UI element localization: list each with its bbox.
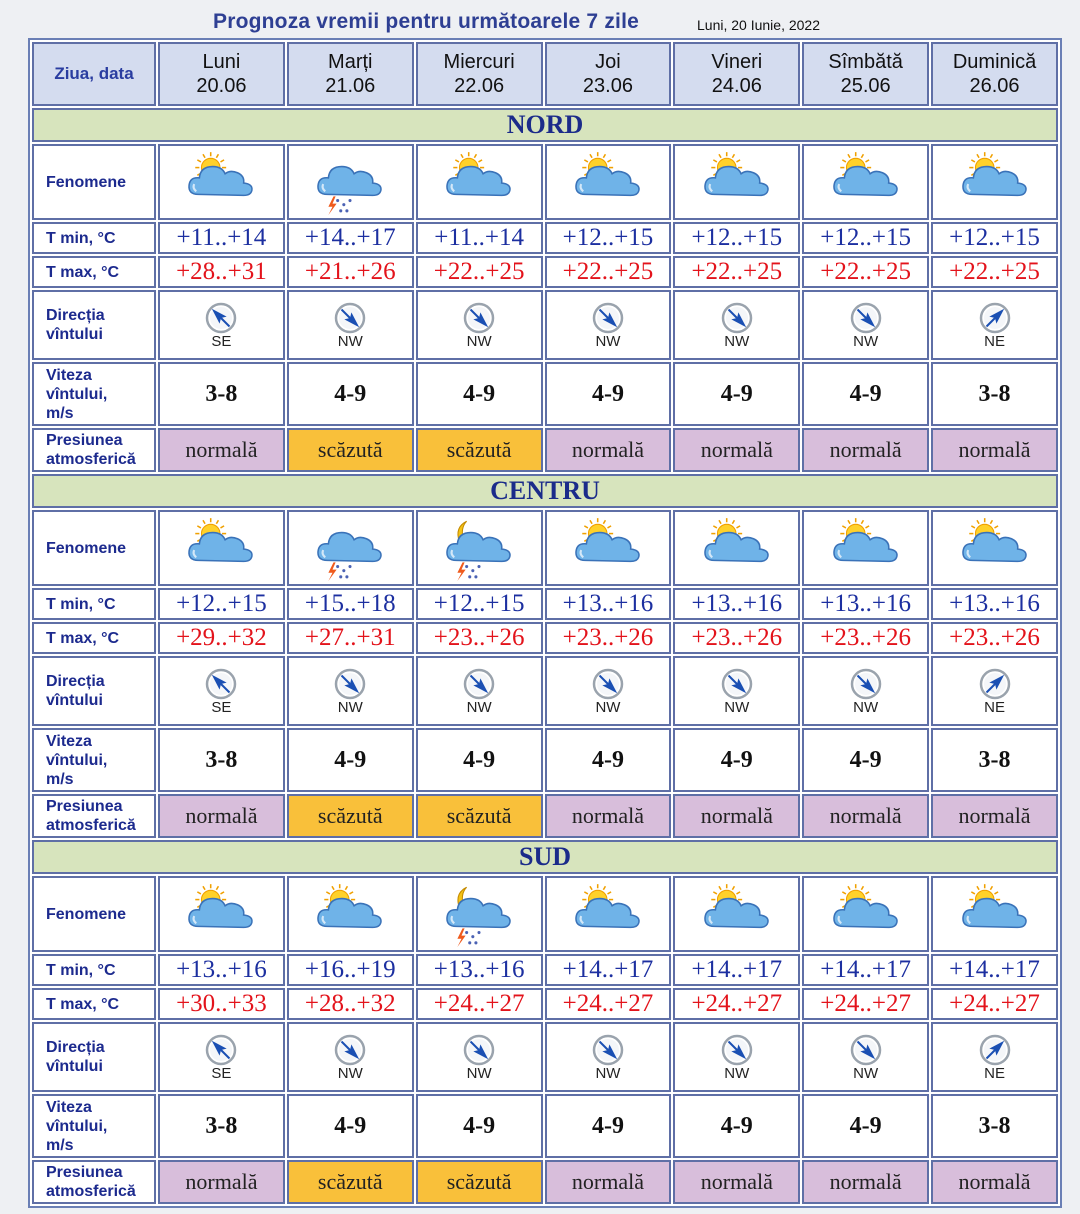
wind-direction-cell	[287, 656, 414, 726]
wind-direction-cell	[931, 656, 1058, 726]
page-title: Prognoza vremii pentru următoarele 7 zile	[213, 10, 639, 33]
weather-cell	[673, 510, 800, 586]
wind-speed-value: 4-9	[287, 362, 414, 426]
wind-direction-value: NE	[984, 332, 1005, 350]
tmax-value: +22..+25	[802, 256, 929, 288]
compass-icon	[289, 1033, 412, 1067]
cloud-rain-thunder-icon	[289, 513, 412, 583]
wind-direction-cell	[158, 1022, 285, 1092]
pressure-label-text: Presiunea	[46, 432, 123, 449]
tmax-label-text: T max, °C	[46, 263, 120, 281]
day-header	[287, 42, 414, 106]
wind-direction-cell	[416, 1022, 543, 1092]
tmax-value: +23..+26	[416, 622, 543, 654]
pressure-value: normală	[673, 794, 800, 838]
pressure-value: scăzută	[416, 428, 543, 472]
wind-speed-label	[32, 362, 156, 426]
tmax-row	[32, 622, 1058, 654]
fenomene-label	[32, 510, 156, 586]
wind-direction-cell	[287, 290, 414, 360]
weather-cell	[416, 876, 543, 952]
tmin-value: +14..+17	[287, 222, 414, 254]
tmax-row	[32, 988, 1058, 1020]
tmin-value: +12..+15	[416, 588, 543, 620]
wind-direction-value: SE	[211, 1064, 232, 1082]
pressure-label-text: atmosferică	[46, 817, 136, 834]
wind-direction-cell	[931, 290, 1058, 360]
pressure-value: normală	[673, 1160, 800, 1204]
wind-direction-cell	[802, 656, 929, 726]
region-row	[32, 840, 1058, 874]
tmin-value: +12..+15	[802, 222, 929, 254]
sun-cloud-icon	[418, 147, 541, 217]
fenomene-label-text: Fenomene	[46, 905, 127, 923]
day-date: 22.06	[454, 75, 505, 97]
compass-icon	[804, 667, 927, 701]
day-date: 25.06	[840, 75, 891, 97]
sun-cloud-icon	[160, 879, 283, 949]
compass-icon	[675, 301, 798, 335]
pressure-row	[32, 794, 1058, 838]
tmin-label-text: T min, °C	[46, 595, 116, 613]
wind-speed-label-text: Viteza	[46, 732, 92, 750]
tmax-label	[32, 988, 156, 1020]
day-date: 20.06	[196, 75, 247, 97]
weather-cell	[802, 510, 929, 586]
wind-direction-label-text: vîntului	[46, 326, 103, 343]
pressure-value: normală	[158, 428, 285, 472]
wind-direction-cell	[287, 1022, 414, 1092]
wind-direction-cell	[545, 656, 672, 726]
wind-speed-row	[32, 1094, 1058, 1158]
tmin-value: +13..+16	[931, 588, 1058, 620]
day-header	[545, 42, 672, 106]
tmax-value: +23..+26	[802, 622, 929, 654]
pressure-value: scăzută	[287, 1160, 414, 1204]
wind-speed-label-text: vîntului,	[46, 1117, 108, 1135]
wind-speed-value: 4-9	[545, 362, 672, 426]
weather-cell	[931, 144, 1058, 220]
sun-cloud-icon	[675, 513, 798, 583]
wind-direction-value: NW	[853, 1064, 879, 1082]
pressure-label-text: atmosferică	[46, 451, 136, 468]
wind-direction-label-text: Direcția	[46, 673, 105, 690]
wind-speed-value: 4-9	[673, 362, 800, 426]
tmax-value: +22..+25	[931, 256, 1058, 288]
weather-cell	[931, 876, 1058, 952]
wind-speed-value: 3-8	[158, 362, 285, 426]
pressure-value: normală	[931, 1160, 1058, 1204]
day-name: Marți	[328, 51, 373, 73]
wind-direction-value: NW	[466, 1064, 492, 1082]
compass-icon	[418, 667, 541, 701]
wind-direction-row	[32, 1022, 1058, 1092]
wind-speed-value: 4-9	[802, 728, 929, 792]
weather-cell	[802, 876, 929, 952]
wind-direction-value: NW	[466, 332, 492, 350]
tmax-row	[32, 256, 1058, 288]
tmax-value: +28..+31	[158, 256, 285, 288]
day-date: 24.06	[711, 75, 762, 97]
compass-icon	[418, 301, 541, 335]
weather-cell	[673, 876, 800, 952]
sun-cloud-icon	[160, 147, 283, 217]
sun-cloud-icon	[675, 147, 798, 217]
wind-speed-label-text: Viteza	[46, 366, 92, 384]
wind-direction-cell	[673, 290, 800, 360]
moon-cloud-rain-thunder-icon	[418, 513, 541, 583]
wind-speed-value: 4-9	[802, 362, 929, 426]
day-name: Luni	[202, 51, 241, 73]
pressure-value: normală	[673, 428, 800, 472]
tmax-value: +24..+27	[931, 988, 1058, 1020]
tmax-value: +21..+26	[287, 256, 414, 288]
tmax-label-text: T max, °C	[46, 629, 120, 647]
fenomene-label-text: Fenomene	[46, 539, 127, 557]
weather-cell	[287, 876, 414, 952]
fenomene-label	[32, 144, 156, 220]
day-header	[931, 42, 1058, 106]
tmin-value: +14..+17	[931, 954, 1058, 986]
compass-icon	[675, 667, 798, 701]
day-name: Miercuri	[443, 51, 515, 73]
wind-direction-value: NE	[984, 1064, 1005, 1082]
wind-direction-row	[32, 290, 1058, 360]
wind-speed-value: 4-9	[545, 728, 672, 792]
wind-speed-value: 4-9	[416, 728, 543, 792]
forecast-date: Luni, 20 Iunie, 2022	[697, 17, 820, 33]
day-date: 26.06	[969, 75, 1020, 97]
wind-direction-label	[32, 290, 156, 360]
day-header	[802, 42, 929, 106]
day-date: 21.06	[325, 75, 376, 97]
tmax-label-text: T max, °C	[46, 995, 120, 1013]
wind-direction-label-text: vîntului	[46, 692, 103, 709]
wind-speed-label-text: m/s	[46, 770, 74, 788]
compass-icon	[547, 1033, 670, 1067]
fenomene-row	[32, 510, 1058, 586]
wind-direction-label-text: vîntului	[46, 1058, 103, 1075]
pressure-value: normală	[545, 1160, 672, 1204]
wind-direction-value: NE	[984, 698, 1005, 716]
tmax-value: +29..+32	[158, 622, 285, 654]
weather-cell	[545, 510, 672, 586]
cloud-rain-thunder-icon	[289, 147, 412, 217]
wind-direction-label-text: Direcția	[46, 1039, 105, 1056]
tmax-value: +24..+27	[673, 988, 800, 1020]
wind-speed-row	[32, 728, 1058, 792]
day-name: Sîmbătă	[828, 51, 903, 73]
wind-direction-value: NW	[853, 332, 879, 350]
tmin-row	[32, 954, 1058, 986]
day-date: 23.06	[582, 75, 633, 97]
day-header	[416, 42, 543, 106]
weather-cell	[287, 144, 414, 220]
weather-cell	[158, 876, 285, 952]
fenomene-row	[32, 876, 1058, 952]
sun-cloud-icon	[804, 147, 927, 217]
wind-direction-value: NW	[595, 698, 621, 716]
compass-icon	[160, 667, 283, 701]
pressure-value: scăzută	[287, 428, 414, 472]
weather-cell	[158, 144, 285, 220]
sun-cloud-icon	[547, 879, 670, 949]
day-name: Joi	[595, 51, 621, 73]
weather-cell	[802, 144, 929, 220]
wind-direction-label	[32, 1022, 156, 1092]
pressure-value: scăzută	[416, 1160, 543, 1204]
pressure-value: normală	[802, 1160, 929, 1204]
wind-direction-cell	[416, 656, 543, 726]
region-row	[32, 474, 1058, 508]
tmax-label	[32, 622, 156, 654]
compass-icon	[804, 1033, 927, 1067]
wind-direction-cell	[802, 290, 929, 360]
tmax-value: +23..+26	[931, 622, 1058, 654]
sun-cloud-icon	[289, 879, 412, 949]
wind-direction-cell	[931, 1022, 1058, 1092]
tmax-value: +23..+26	[673, 622, 800, 654]
days-header-row	[32, 42, 1058, 106]
tmin-label-text: T min, °C	[46, 961, 116, 979]
day-header	[158, 42, 285, 106]
pressure-value: normală	[802, 428, 929, 472]
wind-direction-value: NW	[595, 332, 621, 350]
wind-speed-value: 4-9	[673, 728, 800, 792]
compass-icon	[547, 667, 670, 701]
day-name: Duminică	[952, 51, 1037, 73]
wind-speed-row	[32, 362, 1058, 426]
weather-cell	[287, 510, 414, 586]
wind-direction-value: NW	[595, 1064, 621, 1082]
wind-direction-value: NW	[724, 1064, 750, 1082]
tmin-value: +16..+19	[287, 954, 414, 986]
sun-cloud-icon	[933, 147, 1056, 217]
pressure-value: normală	[802, 794, 929, 838]
forecast-table	[28, 38, 1062, 1208]
tmin-value: +13..+16	[416, 954, 543, 986]
pressure-label-text: Presiunea	[46, 798, 123, 815]
tmin-value: +13..+16	[673, 588, 800, 620]
tmin-value: +13..+16	[158, 954, 285, 986]
wind-speed-value: 4-9	[416, 1094, 543, 1158]
wind-speed-value: 3-8	[158, 728, 285, 792]
sun-cloud-icon	[933, 879, 1056, 949]
wind-speed-value: 3-8	[931, 728, 1058, 792]
pressure-label	[32, 1160, 156, 1204]
wind-direction-label-text: Direcția	[46, 307, 105, 324]
tmin-value: +12..+15	[158, 588, 285, 620]
compass-icon	[289, 301, 412, 335]
pressure-label	[32, 794, 156, 838]
day-header	[673, 42, 800, 106]
tmax-value: +27..+31	[287, 622, 414, 654]
weather-cell	[158, 510, 285, 586]
wind-speed-value: 4-9	[287, 1094, 414, 1158]
wind-speed-label	[32, 728, 156, 792]
wind-direction-cell	[416, 290, 543, 360]
tmin-value: +14..+17	[545, 954, 672, 986]
tmin-value: +14..+17	[802, 954, 929, 986]
wind-speed-value: 3-8	[158, 1094, 285, 1158]
pressure-label	[32, 428, 156, 472]
compass-icon	[547, 301, 670, 335]
page-header	[0, 0, 1080, 38]
wind-direction-value: NW	[337, 698, 363, 716]
tmax-value: +22..+25	[673, 256, 800, 288]
wind-speed-label-text: Viteza	[46, 1098, 92, 1116]
fenomene-label	[32, 876, 156, 952]
sun-cloud-icon	[547, 513, 670, 583]
tmax-value: +23..+26	[545, 622, 672, 654]
weather-cell	[416, 510, 543, 586]
pressure-value: normală	[158, 794, 285, 838]
wind-direction-cell	[545, 1022, 672, 1092]
wind-direction-value: SE	[211, 698, 232, 716]
tmin-label-text: T min, °C	[46, 229, 116, 247]
weather-cell	[545, 876, 672, 952]
tmax-value: +28..+32	[287, 988, 414, 1020]
tmin-label	[32, 588, 156, 620]
weather-cell	[545, 144, 672, 220]
wind-direction-value: NW	[466, 698, 492, 716]
wind-direction-cell	[802, 1022, 929, 1092]
wind-direction-value: NW	[337, 1064, 363, 1082]
tmax-label	[32, 256, 156, 288]
tmax-value: +24..+27	[416, 988, 543, 1020]
tmin-label	[32, 222, 156, 254]
wind-speed-value: 4-9	[673, 1094, 800, 1158]
wind-speed-label-text: vîntului,	[46, 751, 108, 769]
fenomene-row	[32, 144, 1058, 220]
wind-direction-value: NW	[337, 332, 363, 350]
wind-direction-label	[32, 656, 156, 726]
weather-cell	[673, 144, 800, 220]
sun-cloud-icon	[547, 147, 670, 217]
pressure-value: normală	[545, 794, 672, 838]
sun-cloud-icon	[804, 513, 927, 583]
region-title: CENTRU	[32, 474, 1058, 508]
wind-direction-value: NW	[724, 698, 750, 716]
tmax-value: +24..+27	[545, 988, 672, 1020]
sun-cloud-icon	[804, 879, 927, 949]
compass-icon	[418, 1033, 541, 1067]
tmin-value: +13..+16	[802, 588, 929, 620]
compass-icon	[933, 301, 1056, 335]
region-row	[32, 108, 1058, 142]
wind-speed-value: 4-9	[416, 362, 543, 426]
moon-cloud-rain-thunder-icon	[418, 879, 541, 949]
wind-speed-label	[32, 1094, 156, 1158]
pressure-label-text: atmosferică	[46, 1183, 136, 1200]
pressure-value: normală	[931, 428, 1058, 472]
fenomene-label-text: Fenomene	[46, 173, 127, 191]
compass-icon	[933, 667, 1056, 701]
tmin-value: +12..+15	[931, 222, 1058, 254]
weather-cell	[931, 510, 1058, 586]
pressure-value: normală	[931, 794, 1058, 838]
tmin-value: +11..+14	[158, 222, 285, 254]
pressure-row	[32, 428, 1058, 472]
sun-cloud-icon	[933, 513, 1056, 583]
wind-direction-value: NW	[724, 332, 750, 350]
compass-icon	[160, 301, 283, 335]
tmin-value: +12..+15	[545, 222, 672, 254]
tmin-label	[32, 954, 156, 986]
wind-speed-label-text: m/s	[46, 404, 74, 422]
wind-speed-value: 4-9	[287, 728, 414, 792]
wind-direction-row	[32, 656, 1058, 726]
tmin-row	[32, 222, 1058, 254]
pressure-value: scăzută	[416, 794, 543, 838]
pressure-value: normală	[545, 428, 672, 472]
wind-direction-cell	[545, 290, 672, 360]
pressure-label-text: Presiunea	[46, 1164, 123, 1181]
wind-direction-cell	[158, 290, 285, 360]
pressure-value: scăzută	[287, 794, 414, 838]
wind-direction-value: NW	[853, 698, 879, 716]
wind-speed-value: 4-9	[802, 1094, 929, 1158]
tmax-value: +22..+25	[545, 256, 672, 288]
day-name: Vineri	[711, 51, 763, 73]
wind-speed-value: 3-8	[931, 1094, 1058, 1158]
tmin-value: +14..+17	[673, 954, 800, 986]
tmax-value: +22..+25	[416, 256, 543, 288]
tmin-row	[32, 588, 1058, 620]
sun-cloud-icon	[675, 879, 798, 949]
compass-icon	[289, 667, 412, 701]
compass-icon	[675, 1033, 798, 1067]
wind-speed-label-text: m/s	[46, 1136, 74, 1154]
corner-label: Ziua, data	[32, 42, 156, 106]
pressure-value: normală	[158, 1160, 285, 1204]
compass-icon	[804, 301, 927, 335]
wind-speed-value: 4-9	[545, 1094, 672, 1158]
tmax-value: +24..+27	[802, 988, 929, 1020]
wind-speed-value: 3-8	[931, 362, 1058, 426]
tmin-value: +15..+18	[287, 588, 414, 620]
tmax-value: +30..+33	[158, 988, 285, 1020]
pressure-row	[32, 1160, 1058, 1204]
sun-cloud-icon	[160, 513, 283, 583]
wind-direction-cell	[673, 656, 800, 726]
tmin-value: +11..+14	[416, 222, 543, 254]
wind-direction-value: SE	[211, 332, 232, 350]
compass-icon	[160, 1033, 283, 1067]
region-title: NORD	[32, 108, 1058, 142]
tmin-value: +12..+15	[673, 222, 800, 254]
wind-direction-cell	[673, 1022, 800, 1092]
wind-direction-cell	[158, 656, 285, 726]
wind-speed-label-text: vîntului,	[46, 385, 108, 403]
compass-icon	[933, 1033, 1056, 1067]
weather-cell	[416, 144, 543, 220]
tmin-value: +13..+16	[545, 588, 672, 620]
region-title: SUD	[32, 840, 1058, 874]
